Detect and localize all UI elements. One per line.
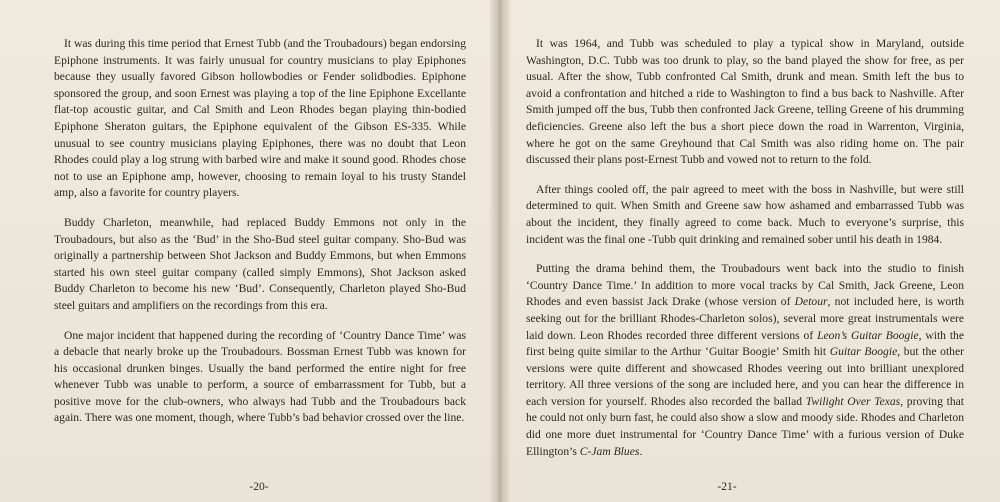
song-title: Twilight Over Texas <box>805 394 901 408</box>
text-segment: , proving that he could not only burn fast, he could also show a slow and moody side. Rhodes and Charleton did one more duet instrumental for ‘Country Dance Time’ with a furious version of Duke Ellington’s <box>526 394 964 458</box>
left-page <box>0 0 498 502</box>
text-segment: , not included here, is worth seeking out for the brilliant Rhodes-Charleton solos), several more great instrumentals were laid down. Leon Rhodes recorded three different versions of <box>526 295 964 342</box>
song-title: Leon’s Guitar Boogie <box>817 328 919 342</box>
text-segment: , but the other versions were quite different and showcased Rhodes veering out into brilliant unexplored territory. All three versions of the song are included here, and you can hear the difference in each version for yourself. Rhodes also recorded the ballad <box>526 345 964 408</box>
paragraph: After things cooled off, the pair agreed to meet with the boss in Nashville, but were still determined to quit. When Smith and Greene saw how ashamed and embarrassed Tubb was about the incident, they finally agreed to come back. Much to everyone’s surprise, this incident was the final one -Tubb quit drinking and remained sober until his death in 1984. <box>526 182 964 246</box>
paragraph: Buddy Charleton, meanwhile, had replaced Buddy Emmons not only in the Troubadours, but also as the ‘Bud’ in the Sho-Bud steel guitar company. Sho-Bud was originally a partnership between Shot Jackson and Buddy Emmons, but when Emmons started his own steel guitar company (called simply Emmons), Shot Jackson asked Buddy Charleton to become his new ‘Bud’. Consequently, Charleton played Sho-Bud steel guitars and amplifiers on the recordings from this era. <box>54 215 466 312</box>
paragraph <box>526 261 964 460</box>
page-number-right: -21- <box>717 480 737 493</box>
right-page <box>502 0 1000 502</box>
book-gutter <box>490 0 510 502</box>
song-title: Detour <box>794 295 828 309</box>
right-page-text <box>526 36 964 473</box>
paragraph: It was during this time period that Ernest Tubb (and the Troubadours) began endorsing Epiphone instruments. It was fairly unusual for country musicians to play Epiphones because they usually favored Gibson hollowbodies or Fender solidbodies. Epiphone sponsored the group, and soon Ernest was playing a top of the line Epiphone Excellante flat-top acoustic guitar, and Cal Smith and Leon Rhodes began playing thin-bodied Epiphone Sheraton guitars, the Epiphone equivalent of the Gibson ES-335. While unusual to see country musicians playing Epiphones, there was no doubt that Leon Rhodes could play a log strung with barbed wire and make it sound good. Rhodes chose not to use an Epiphone amp, however, choosing to remain loyal to his trusty Standel amp, also a favorite for country players. <box>54 37 466 200</box>
text-segment: . <box>639 444 643 458</box>
paragraph: It was 1964, and Tubb was scheduled to play a typical show in Maryland, outside Washington, D.C. Tubb was too drunk to play, so the band played the show for free, as per usual. After the show, Tubb confronted Cal Smith, drunk and mean. Smith left the bus to avoid a confrontation and hitched a ride to Washington to find a bus back to Nashville. After Smith jumped off the bus, Tubb then confronted Jack Greene, telling Greene of his drumming deficiencies. Greene also left the bus a short piece down the road in Warrenton, Virginia, where he got on the same Greyhound that Cal Smith was also riding home on. The pair discussed their plans post-Ernest Tubb and vowed not to return to the fold. <box>526 37 964 167</box>
text-segment: Putting the drama behind them, the Troubadours went back into the studio to finish ‘Country Dance Time.’ In addition to more vocal tracks by Cal Smith, Jack Greene, Leon Rhodes and even bassist Jack Drake (whose version of <box>526 262 964 309</box>
paragraph: One major incident that happened during the recording of ‘Country Dance Time’ was a debacle that nearly broke up the Troubadours. Bossman Ernest Tubb was known for his occasional drunken binges. Usually the band performed the entire night for free whenever Tubb was unable to perform, a source of embarrassment for Tubb, but a positive move for the club-owners, who always had Tubb and the Troubadours back again. There was one moment, though, where Tubb’s bad behavior crossed over the line. <box>54 328 466 425</box>
text-segment: , with the first being quite similar to the Arthur ‘Guitar Boogie’ Smith hit <box>526 328 964 359</box>
song-title: C-Jam Blues <box>579 444 640 458</box>
page-number-left: -20- <box>249 480 269 493</box>
song-title: Guitar Boogie <box>829 345 898 359</box>
left-page-text <box>54 36 466 440</box>
